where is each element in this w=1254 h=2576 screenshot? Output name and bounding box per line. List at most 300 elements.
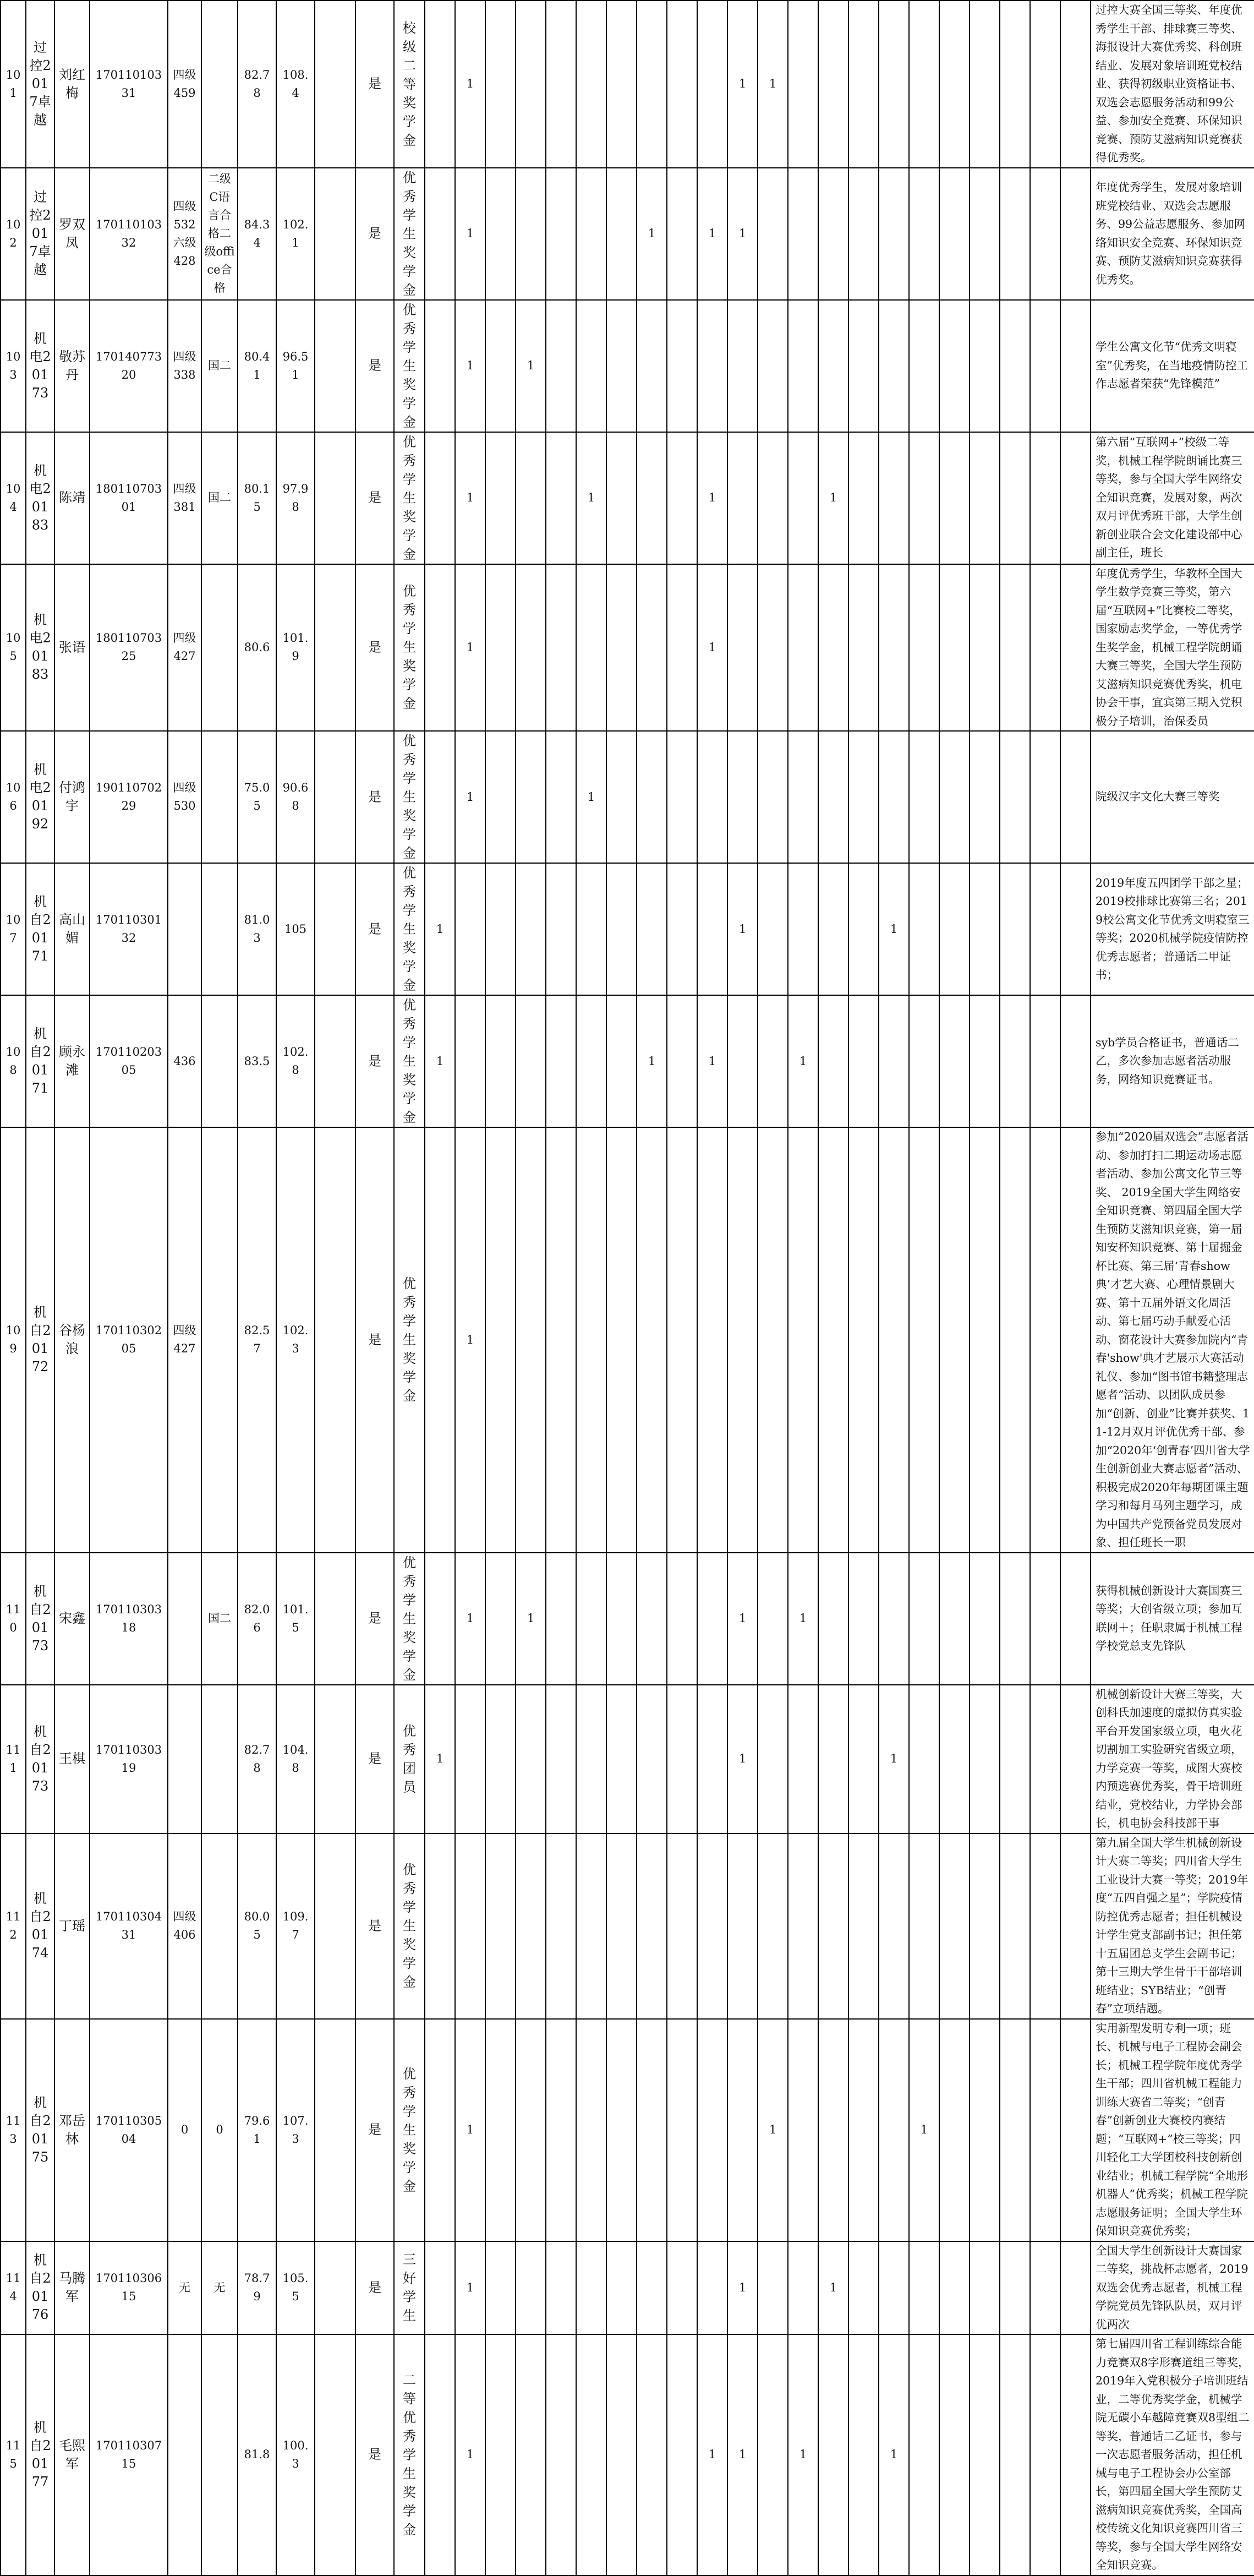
award-type: 校级二等奖学金 (394, 1, 425, 168)
table-row (1, 731, 1254, 863)
blank-cell (970, 432, 1000, 564)
mark-cell (909, 1553, 939, 1685)
mark-cell (727, 1833, 758, 2019)
blank-cell (970, 2019, 1000, 2241)
mark-cell (788, 1833, 818, 2019)
class-name: 机自20173 (26, 1685, 54, 1833)
student-name: 宋鑫 (54, 1553, 90, 1685)
row-number: 104 (1, 432, 26, 564)
mark-cell (606, 863, 637, 995)
mark-cell: 1 (727, 168, 758, 300)
mark-cell (758, 1833, 788, 2019)
mark-cell: 1 (637, 168, 667, 300)
award-type: 优秀学生奖学金 (394, 1553, 425, 1685)
mark-cell (516, 564, 546, 732)
blank-cell (939, 2019, 970, 2241)
mark-cell (758, 2241, 788, 2335)
mark-cell (485, 300, 516, 432)
blank-cell (1060, 995, 1091, 1127)
mark-cell (516, 1685, 546, 1833)
mark-cell (546, 1, 576, 168)
blank-cell (939, 1, 970, 168)
student-id: 17011030205 (90, 1127, 168, 1553)
mark-cell (818, 1127, 848, 1553)
student-name: 罗双凤 (54, 168, 90, 300)
mark-cell (667, 432, 697, 564)
achievement-description: syb学员合格证书，普通话二乙，多次参加志愿者活动服务，网络知识竞赛证书。 (1091, 995, 1254, 1127)
mark-cell (697, 731, 727, 863)
mark-cell (516, 1127, 546, 1553)
mark-cell (848, 2019, 879, 2241)
mark-cell (546, 2334, 576, 2575)
computer-level: 国二 (201, 432, 238, 564)
class-name: 过控2017卓越 (26, 168, 54, 300)
mark-cell (848, 2334, 879, 2575)
class-name: 机电20183 (26, 432, 54, 564)
blank-cell (1000, 300, 1030, 432)
qualified-flag: 是 (355, 1, 394, 168)
score-1: 82.78 (238, 1685, 276, 1833)
student-id: 17011030504 (90, 2019, 168, 2241)
mark-cell: 1 (758, 2019, 788, 2241)
student-id: 17011010331 (90, 1, 168, 168)
mark-cell (758, 1127, 788, 1553)
mark-cell (697, 2241, 727, 2335)
award-type: 优秀学生奖学金 (394, 1127, 425, 1553)
blank-cell (1060, 1685, 1091, 1833)
mark-cell (576, 1127, 606, 1553)
mark-cell (485, 995, 516, 1127)
mark-cell (788, 564, 818, 732)
table-row (1, 168, 1254, 300)
mark-cell (909, 2334, 939, 2575)
english-level: 436 (168, 995, 201, 1127)
mark-cell (546, 863, 576, 995)
blank-cell (1060, 300, 1091, 432)
blank-cell (1060, 168, 1091, 300)
blank-cell (1060, 564, 1091, 732)
mark-cell (697, 1127, 727, 1553)
score-2: 102.1 (276, 168, 315, 300)
mark-cell (879, 1833, 909, 2019)
mark-cell (727, 2019, 758, 2241)
blank-cell (939, 432, 970, 564)
computer-level (201, 564, 238, 732)
mark-cell (848, 1127, 879, 1553)
mark-cell (697, 300, 727, 432)
mark-cell: 1 (788, 2334, 818, 2575)
blank-cell (939, 995, 970, 1127)
score-1: 83.5 (238, 995, 276, 1127)
row-number: 111 (1, 1685, 26, 1833)
mark-cell (758, 731, 788, 863)
mark-cell (516, 995, 546, 1127)
mark-cell: 1 (425, 995, 455, 1127)
class-name: 机自20177 (26, 2334, 54, 2575)
mark-cell (425, 564, 455, 732)
mark-cell (546, 564, 576, 732)
award-type: 优秀学生奖学金 (394, 2019, 425, 2241)
mark-cell: 1 (576, 432, 606, 564)
blank-cell (939, 564, 970, 732)
blank-cell (1000, 2019, 1030, 2241)
mark-cell (546, 1833, 576, 2019)
mark-cell (637, 564, 667, 732)
mark-cell (546, 731, 576, 863)
mark-cell (576, 2334, 606, 2575)
row-number: 103 (1, 300, 26, 432)
score-1: 75.05 (238, 731, 276, 863)
blank-cell (970, 1685, 1000, 1833)
mark-cell (546, 2019, 576, 2241)
blank-cell (970, 731, 1000, 863)
mark-cell (818, 300, 848, 432)
class-name: 机自20175 (26, 2019, 54, 2241)
student-id: 17011030319 (90, 1685, 168, 1833)
mark-cell (485, 1833, 516, 2019)
student-id: 17011020305 (90, 995, 168, 1127)
blank-cell (939, 168, 970, 300)
mark-cell (727, 731, 758, 863)
mark-cell (758, 1553, 788, 1685)
mark-cell (788, 1127, 818, 1553)
class-name: 过控2017卓越 (26, 1, 54, 168)
english-level (168, 2334, 201, 2575)
blank-cell (315, 2019, 355, 2241)
mark-cell (425, 731, 455, 863)
mark-cell (667, 2241, 697, 2335)
computer-level (201, 2334, 238, 2575)
mark-cell: 1 (425, 1685, 455, 1833)
blank-cell (939, 1833, 970, 2019)
score-2: 97.98 (276, 432, 315, 564)
score-1: 81.8 (238, 2334, 276, 2575)
english-level: 无 (168, 2241, 201, 2335)
mark-cell (425, 1, 455, 168)
mark-cell (606, 1127, 637, 1553)
mark-cell (546, 168, 576, 300)
score-2: 102.3 (276, 1127, 315, 1553)
achievement-description: 2019年度五四团学干部之星；2019校排球比赛第三名；2019校公寓文化节优秀文明寝室三等奖；2020机械学院疫情防控优秀志愿者；普通话二甲证书； (1091, 863, 1254, 995)
mark-cell (697, 1833, 727, 2019)
student-name: 敬苏丹 (54, 300, 90, 432)
mark-cell (576, 1553, 606, 1685)
mark-cell (818, 1833, 848, 2019)
mark-cell (879, 995, 909, 1127)
mark-cell (788, 300, 818, 432)
mark-cell (788, 432, 818, 564)
student-id: 17011030132 (90, 863, 168, 995)
table-row (1, 564, 1254, 732)
blank-cell (1030, 731, 1060, 863)
blank-cell (1000, 564, 1030, 732)
mark-cell (546, 300, 576, 432)
mark-cell (606, 1685, 637, 1833)
blank-cell (1000, 2241, 1030, 2335)
mark-cell (485, 1685, 516, 1833)
blank-cell (1060, 2019, 1091, 2241)
english-level (168, 1685, 201, 1833)
mark-cell: 1 (758, 1, 788, 168)
english-level: 四级532 六级428 (168, 168, 201, 300)
score-2: 105 (276, 863, 315, 995)
mark-cell (879, 2019, 909, 2241)
row-number: 109 (1, 1127, 26, 1553)
mark-cell (455, 1685, 485, 1833)
blank-cell (1000, 168, 1030, 300)
mark-cell (546, 1127, 576, 1553)
blank-cell (970, 995, 1000, 1127)
mark-cell: 1 (788, 1553, 818, 1685)
english-level: 四级427 (168, 1127, 201, 1553)
mark-cell (909, 300, 939, 432)
mark-cell (576, 1, 606, 168)
blank-cell (970, 564, 1000, 732)
mark-cell: 1 (879, 1685, 909, 1833)
mark-cell (576, 300, 606, 432)
mark-cell (879, 300, 909, 432)
row-number: 115 (1, 2334, 26, 2575)
mark-cell: 1 (455, 1127, 485, 1553)
mark-cell (576, 1685, 606, 1833)
blank-cell (1030, 2334, 1060, 2575)
mark-cell (546, 432, 576, 564)
mark-cell (425, 2334, 455, 2575)
blank-cell (315, 432, 355, 564)
blank-cell (1030, 2019, 1060, 2241)
mark-cell (485, 1127, 516, 1553)
mark-cell (909, 2241, 939, 2335)
mark-cell (667, 863, 697, 995)
blank-cell (1030, 1685, 1060, 1833)
mark-cell: 1 (697, 995, 727, 1127)
mark-cell (909, 731, 939, 863)
mark-cell (516, 1, 546, 168)
qualified-flag: 是 (355, 863, 394, 995)
score-1: 80.15 (238, 432, 276, 564)
mark-cell (697, 1553, 727, 1685)
score-1: 78.79 (238, 2241, 276, 2335)
mark-cell: 1 (425, 863, 455, 995)
mark-cell (848, 863, 879, 995)
mark-cell (818, 2019, 848, 2241)
mark-cell: 1 (455, 731, 485, 863)
blank-cell (315, 1, 355, 168)
mark-cell (818, 1553, 848, 1685)
score-1: 79.61 (238, 2019, 276, 2241)
blank-cell (315, 1833, 355, 2019)
mark-cell: 1 (727, 1685, 758, 1833)
mark-cell (879, 731, 909, 863)
mark-cell (848, 731, 879, 863)
table-row (1, 1685, 1254, 1833)
mark-cell (909, 863, 939, 995)
mark-cell (667, 995, 697, 1127)
mark-cell (667, 1833, 697, 2019)
score-2: 102.8 (276, 995, 315, 1127)
qualified-flag: 是 (355, 1553, 394, 1685)
mark-cell (425, 1127, 455, 1553)
student-name: 陈靖 (54, 432, 90, 564)
row-number: 105 (1, 564, 26, 732)
achievement-description: 实用新型发明专利一项；班长、机械与电子工程协会副会长；机械工程学院年度优秀学生干部；四川省机械工程能力训练大赛省二等奖；“创青春”创新创业大赛校内赛结题；“互联网+”校三等奖；四川轻化工大学团校科技创新创业结业；机械工程学院“全地形机器人”优秀奖；机械工程学院志愿服务证明；全国大学生环保知识竞赛优秀奖； (1091, 2019, 1254, 2241)
mark-cell: 1 (455, 564, 485, 732)
qualified-flag: 是 (355, 2019, 394, 2241)
mark-cell (879, 564, 909, 732)
mark-cell (637, 2241, 667, 2335)
blank-cell (970, 2241, 1000, 2335)
mark-cell (637, 432, 667, 564)
mark-cell (727, 432, 758, 564)
mark-cell: 1 (697, 432, 727, 564)
english-level: 四级459 (168, 1, 201, 168)
mark-cell (758, 1685, 788, 1833)
mark-cell (516, 168, 546, 300)
blank-cell (939, 1127, 970, 1553)
mark-cell (606, 995, 637, 1127)
mark-cell (909, 1833, 939, 2019)
blank-cell (970, 1553, 1000, 1685)
table-row (1, 1553, 1254, 1685)
row-number: 113 (1, 2019, 26, 2241)
blank-cell (1030, 1, 1060, 168)
mark-cell (818, 564, 848, 732)
blank-cell (1030, 168, 1060, 300)
award-type: 优秀学生奖学金 (394, 995, 425, 1127)
blank-cell (1000, 863, 1030, 995)
mark-cell (788, 1, 818, 168)
mark-cell: 1 (909, 2019, 939, 2241)
mark-cell (788, 731, 818, 863)
mark-cell (818, 1685, 848, 1833)
mark-cell (788, 2241, 818, 2335)
award-type: 优秀学生奖学金 (394, 863, 425, 995)
english-level: 0 (168, 2019, 201, 2241)
table-row (1, 1127, 1254, 1553)
score-2: 100.3 (276, 2334, 315, 2575)
student-name: 王棋 (54, 1685, 90, 1833)
mark-cell (606, 1, 637, 168)
class-name: 机自20171 (26, 995, 54, 1127)
mark-cell (758, 2334, 788, 2575)
mark-cell (425, 1833, 455, 2019)
mark-cell: 1 (637, 995, 667, 1127)
mark-cell (516, 2019, 546, 2241)
mark-cell (909, 564, 939, 732)
class-name: 机电20183 (26, 564, 54, 732)
student-id: 18011070301 (90, 432, 168, 564)
mark-cell (909, 168, 939, 300)
mark-cell (818, 863, 848, 995)
qualified-flag: 是 (355, 995, 394, 1127)
blank-cell (939, 2334, 970, 2575)
mark-cell (485, 2019, 516, 2241)
student-id: 17011030431 (90, 1833, 168, 2019)
award-type: 优秀学生奖学金 (394, 432, 425, 564)
score-1: 84.34 (238, 168, 276, 300)
mark-cell (788, 863, 818, 995)
score-2: 105.5 (276, 2241, 315, 2335)
achievement-description: 年度优秀学生，华教杯全国大学生数学竞赛三等奖，第六届“互联网+”比赛校二等奖，国家励志奖学金，一等优秀学生奖学金，机械工程学院朗诵大赛三等奖，全国大学生预防艾滋病知识竞赛优秀奖，机电协会干事，宜宾第三期入党积极分子培训，治保委员 (1091, 564, 1254, 732)
computer-level (201, 1, 238, 168)
mark-cell (879, 1127, 909, 1553)
achievement-description: 机械创新设计大赛三等奖，大创科氏加速度的虚拟仿真实验平台开发国家级立项，电火花切割加工实验研究省级立项，力学竞赛一等奖，成图大赛校内预选赛优秀奖，骨干培训班结业，党校结业，力学协会部长，机电协会科技部干事 (1091, 1685, 1254, 1833)
mark-cell: 1 (516, 1553, 546, 1685)
mark-cell (425, 300, 455, 432)
mark-cell: 1 (879, 863, 909, 995)
computer-level: 0 (201, 2019, 238, 2241)
computer-level (201, 1127, 238, 1553)
blank-cell (939, 731, 970, 863)
qualified-flag: 是 (355, 731, 394, 863)
mark-cell (485, 2334, 516, 2575)
mark-cell (516, 2241, 546, 2335)
mark-cell (606, 1553, 637, 1685)
mark-cell (879, 1, 909, 168)
qualified-flag: 是 (355, 1833, 394, 2019)
mark-cell (879, 432, 909, 564)
mark-cell (485, 1, 516, 168)
mark-cell (879, 168, 909, 300)
row-number: 102 (1, 168, 26, 300)
mark-cell (909, 432, 939, 564)
qualified-flag: 是 (355, 564, 394, 732)
blank-cell (1000, 1127, 1030, 1553)
score-2: 101.9 (276, 564, 315, 732)
row-number: 114 (1, 2241, 26, 2335)
row-number: 112 (1, 1833, 26, 2019)
mark-cell (727, 1127, 758, 1553)
student-name: 高山媚 (54, 863, 90, 995)
class-name: 机电20173 (26, 300, 54, 432)
qualified-flag: 是 (355, 432, 394, 564)
blank-cell (1000, 731, 1030, 863)
achievement-description: 学生公寓文化节“优秀文明寝室”优秀奖，在当地疫情防控工作志愿者荣获“先锋模范” (1091, 300, 1254, 432)
mark-cell (848, 2241, 879, 2335)
mark-cell (667, 300, 697, 432)
blank-cell (1060, 432, 1091, 564)
mark-cell (606, 300, 637, 432)
award-type: 优秀学生奖学金 (394, 564, 425, 732)
mark-cell (909, 995, 939, 1127)
blank-cell (315, 863, 355, 995)
student-name: 毛熙军 (54, 2334, 90, 2575)
row-number: 108 (1, 995, 26, 1127)
blank-cell (939, 1553, 970, 1685)
table-row (1, 2334, 1254, 2575)
mark-cell (758, 863, 788, 995)
class-name: 机自20176 (26, 2241, 54, 2335)
blank-cell (1030, 300, 1060, 432)
class-name: 机电20192 (26, 731, 54, 863)
mark-cell (697, 863, 727, 995)
award-type: 优秀学生奖学金 (394, 168, 425, 300)
score-2: 101.5 (276, 1553, 315, 1685)
blank-cell (1030, 1127, 1060, 1553)
mark-cell (818, 2334, 848, 2575)
table-row (1, 432, 1254, 564)
row-number: 110 (1, 1553, 26, 1685)
mark-cell (788, 1685, 818, 1833)
mark-cell (788, 2019, 818, 2241)
mark-cell (667, 2334, 697, 2575)
mark-cell (667, 1127, 697, 1553)
mark-cell (485, 731, 516, 863)
mark-cell (425, 168, 455, 300)
mark-cell (516, 731, 546, 863)
mark-cell (576, 564, 606, 732)
mark-cell (485, 564, 516, 732)
